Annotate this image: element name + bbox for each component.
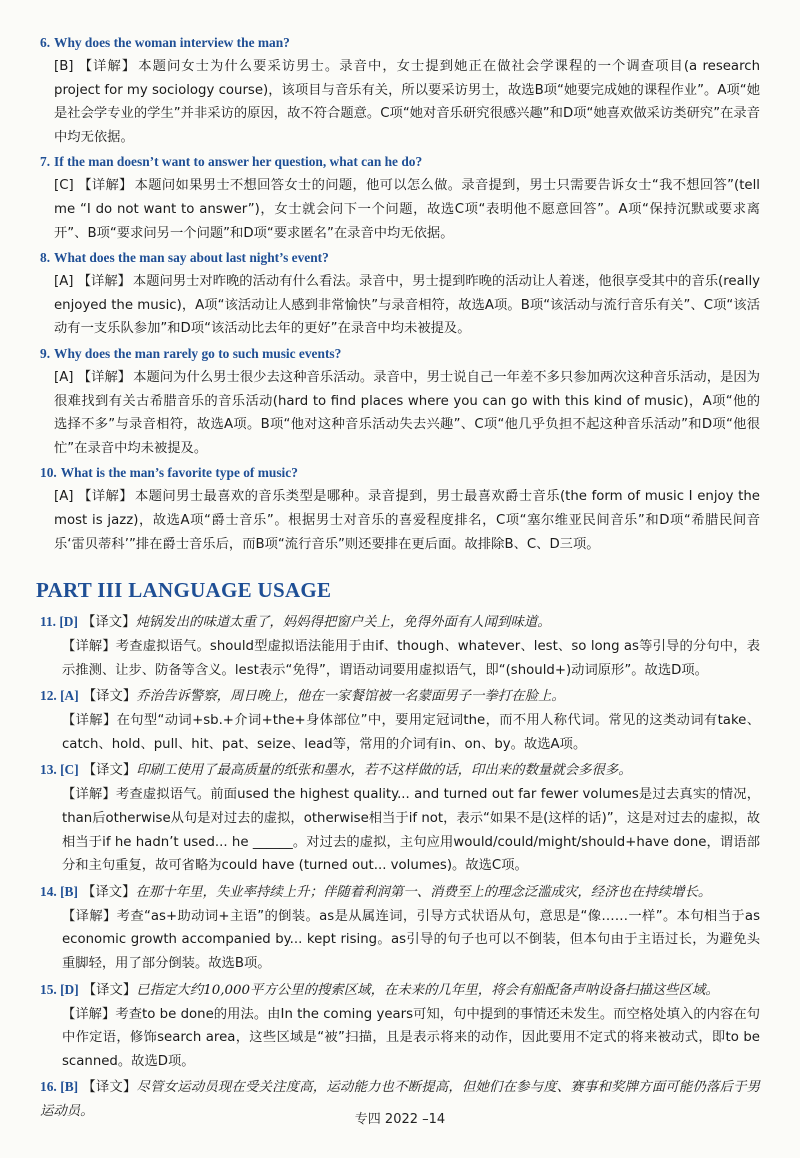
translation-text: 已指定大约10,000平方公里的搜索区域，在未来的几年里，将会有船配备声呐设备扫描这些区域。 [136,982,719,998]
explanation-tag: 【详解】 [78,178,133,194]
translation-line [40,684,760,709]
translation-line [40,880,760,905]
detail-text: 考查“as+助动词+主语”的倒装。as是从属连词，引导方式状语从句，意思是“像……一样”。本句相当于as economic growth accompanied by... kept rising。as引导的句子也可以不倒装，但本句由于主语过长，为避免头重脚轻，用了部分倒装。故选B项。 [62,908,760,972]
translation-line [40,610,760,635]
explanation-text: 本题问男士最喜欢的音乐类型是哪种。录音提到，男士最喜欢爵士音乐(the form of music I enjoy the most is jazz)，故选A项“爵士音乐”。根据男士对音乐的喜爱程度排名，C项“塞尔维亚民间音乐”和D项“希腊民间音乐‘雷贝蒂科’”排在爵士音乐后，而B项“流行音乐”则还要排在更后面。故排除B、C、D三项。 [54,489,760,552]
question-number: 9. [40,345,51,361]
answer-letter: [C] [54,178,74,194]
translation-tag: 【译文】 [82,689,137,705]
detail-tag: 【详解】 [62,787,116,803]
translation-text: 乔治告诉警察，周日晚上，他在一家餐馆被一名蒙面男子一拳打在脸上。 [136,689,565,705]
question-number: 8. [40,250,51,266]
item-number: 16. [B] [40,1079,79,1095]
question-number: 6. [40,35,51,50]
usage-item [40,978,760,1074]
question-text: What is the man’s favorite type of music? [60,465,298,481]
explanation-text: 本题问女士为什么要采访男士。录音中，女士提到她正在做社会学课程的一个调查项目(a research project for my sociology course)，该项目与音乐有关，所以要采访男士，故选B项“她要完成她的课程作业”。A项“她是社会学专业的学生”并非采访的原因，故不符合题意。C项“她对音乐研究很感兴趣”和D项“她喜欢做采访类研究”在录音中均无依据。 [54,59,760,145]
question-heading [40,248,760,268]
translation-tag: 【译文】 [82,1080,137,1096]
answer-explanation [54,366,760,460]
question-number: 10. [40,465,57,481]
detail-tag: 【译解】 [62,908,117,924]
translation-text: 炖锅发出的味道太重了，妈妈得把窗户关上，免得外面有人闻到味道。 [135,615,551,631]
detail-text: 考查虚拟语气。should型虚拟语法能用于由if、though、whatever、lest、so long as等引导的分句中，表示推测、让步、防备等含义。lest表示“免得”，谓语动词要用虚拟语气，即“(should+)动词原形”。故选D项。 [62,639,761,678]
detail-explanation [62,635,760,682]
detail-text: 考查虚拟语气。前面used the highest quality... and turned out far fewer volumes是过去真实的情况，than后otherwise从句是对过去的虚拟，otherwise相当于if not，表示“如果不是(这样的话)”，这是对过去的虚拟，故相当于if he hadn’t used... he ______。对过去的虚拟，主句应用would/could/might/should+have done，谓语部分和主句重复，故可省略为could have (turned out... volumes)。故选C项。 [62,787,761,874]
translation-tag: 【译文】 [81,615,136,631]
answer-letter: [A] [54,489,74,505]
usage-item [40,684,760,756]
part2-section [40,33,760,556]
explanation-text: 本题问男士对昨晚的活动有什么看法。录音中，男士提到昨晚的活动让人着迷，他很享受其中的音乐(really enjoyed the music)，A项“该活动让人感到非常愉快”与录音相符，故选A项。B项“该活动与流行音乐有关”、C项“该活动有一支乐队参加”和D项“该活动比去年的更好”在录音中均未被提及。 [54,274,761,337]
item-number: 12. [A] [40,688,79,704]
part3-section [40,610,760,1124]
translation-text: 在那十年里，失业率持续上升；伴随着利润第一、消费至上的理念泛滥成灾，经济也在持续增长。 [135,884,712,900]
question-text: Why does the man rarely go to such music events? [54,345,342,361]
detail-text: 考查to be done的用法。由In the coming years可知，句中提到的事情还未发生。而空格处填入的内容在句中作定语，修饰search area，这些区域是“被”扫描，且是表示将来的动作，因此要用不定式的将来被动式，即to be scanned。故选D项。 [62,1006,760,1069]
item-number: 13. [C] [40,762,79,778]
question-number: 7. [40,154,51,170]
answer-explanation [54,174,760,245]
translation-line [40,758,760,783]
detail-explanation [62,783,760,877]
question-heading [40,463,760,483]
detail-tag: 【详解】 [62,713,117,729]
item-number: 14. [B] [40,883,78,899]
item-number: 15. [D] [40,981,79,997]
translation-tag: 【译文】 [82,982,137,998]
usage-item [40,610,760,682]
page-footer: 专四 2022 –14 [354,1112,446,1127]
explanation-text: 本题问如果男士不想回答女士的问题，他可以怎么做。录音提到，男士只需要告诉女士“我不想回答”(tell me “I do not want to answer”)，女士就会问下一个问题，故选C项“表明他不愿意回答”。A项“保持沉默或要求离开”、B项“要求问另一个问题”和D项“要求匿名”在录音中均无依据。 [54,178,761,241]
detail-text: 在句型“动词+sb.+介词+the+身体部位”中，要用定冠词the，而不用人称代词。常见的这类动词有take、catch、hold、pull、hit、pat、seize、lead等，常用的介词有in、on、by。故选A项。 [62,713,760,752]
answer-explanation [54,270,760,341]
answer-letter: [A] [54,369,74,385]
usage-item [40,758,760,877]
explanation-tag: 【详解】 [78,489,133,505]
explanation-tag: 【详解】 [77,274,131,290]
detail-tag: 【详解】 [62,639,116,655]
answer-letter: [A] [54,274,74,290]
question-heading [40,344,760,364]
explanation-text: 本题问为什么男士很少去这种音乐活动。录音中，男士说自己一年差不多只参加两次这种音乐活动，是因为很难找到有关古希腊音乐的音乐活动(hard to find places where you can go with this kind of music)，A项“他的选择不多”与录音相符，故选A项。B项“他对这种音乐活动失去兴趣”、C项“他几乎负担不起这种音乐活动”和D项“他很忙”在录音中均未被提及。 [54,369,761,456]
answer-explanation [54,485,760,556]
question-text: Why does the woman interview the man? [54,35,290,50]
question-text: If the man doesn’t want to answer her question, what can he do? [54,154,423,170]
detail-tag: 【详解】 [62,1006,116,1022]
translation-text: 尽管女运动员现在受关注度高，运动能力也不断提高，但她们在参与度、赛事和奖牌方面可能仍落后于男运动员。 [40,1080,761,1120]
translation-tag: 【译文】 [82,763,137,779]
usage-item [40,880,760,976]
question-heading [40,152,760,172]
answer-explanation [54,55,760,149]
question-text: What does the man say about last night’s event? [54,250,329,266]
answer-letter: [B] [54,59,74,74]
detail-explanation [62,1003,760,1074]
translation-tag: 【译文】 [81,884,136,900]
question-heading [40,33,760,53]
explanation-tag: 【详解】 [77,369,132,385]
translation-line [40,978,760,1003]
item-number: 11. [D] [40,614,78,630]
part3-title: PART III LANGUAGE USAGE [36,578,332,603]
translation-text: 印刷工使用了最高质量的纸张和墨水，若不这样做的话，印出来的数量就会多很多。 [136,763,632,779]
detail-explanation [62,709,760,756]
explanation-tag: 【详解】 [78,59,137,74]
detail-explanation [62,905,760,976]
